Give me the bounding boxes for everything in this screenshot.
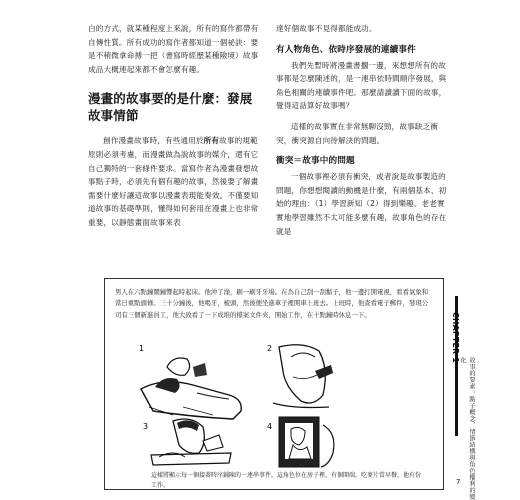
left-column (88, 22, 260, 230)
subheading: 衝突＝故事中的問題 (276, 156, 355, 167)
paragraph: 這樣的故事實在非常無聊沒勁，故事缺乏衝突，衝突源自向待解決的問題。 (276, 121, 439, 145)
paragraph: 達好個故事不見得都能成功。 (276, 24, 377, 33)
emphasis-text: 所有 (203, 136, 220, 146)
comic-panel-3 (143, 419, 231, 465)
comic-panel-4 (267, 417, 334, 467)
page-number: 7 (456, 478, 461, 486)
paragraph: 白的方式，就某種程度上來說，所有的寫作都帶有自傳性質。所有成功的寫作者都知道一個祕訣：要是不稍微拿命搏一把（書寫時經歷某種險境）故事成品大概連起來都不會怎麼有趣。 (88, 24, 259, 74)
subheading: 有人物角色、依時序發展的連續事件 (276, 44, 416, 55)
paragraph (88, 134, 260, 229)
paragraph-text: 創作漫畫故事時，有些通用於 (103, 136, 204, 146)
section-heading: 漫畫的故事要的是什麼：發展故事情節 (88, 91, 253, 124)
chapter-label: CHAPTER 1 (451, 312, 460, 364)
story-text: 男人在六點鐘鬧鐘響起時起床。他沖了澡，刷一刷牙牙場。在為自己刮一刮鬍子，他一邊打開電視，看看氣象和當日重點頭條。三十分鐘後，他喝牙，梳頭，然後便坐進車子裡開車上班去。上班時，他查看電子郵件，發現公司有三個新進員工，他大致看了一下成堆的檔案文件夾，開始工作，在十點鐘時休息一下。 (115, 288, 429, 319)
panel-number: 4 (267, 422, 273, 431)
chapter-title: 故事的要素：點子概念、情節結構與角色權利的變化 (459, 357, 475, 500)
right-column (276, 22, 448, 238)
figure-caption: 這樣將顯示每一個接著時序鋪陳的一連串事件，這角色位在房子裡，有個開端，吃麥片當早餐，他有份工作。 (151, 472, 422, 489)
figure-box (104, 278, 444, 490)
comic-panel-1 (139, 344, 241, 419)
panel-number: 3 (143, 422, 149, 431)
comic-panel-2 (267, 344, 333, 408)
comic-illustration (133, 337, 365, 473)
panel-number: 2 (267, 344, 273, 353)
panel-number: 1 (139, 344, 145, 353)
paragraph: 我們先暫時將漫畫書擱一邊，來想想所有的故事都是怎麼陳述的，是一連串依時間順序發展，與角色相關的連續事件吧。那麼請讀讀下面的故事，覺得這話算好故事嗎？ (276, 60, 447, 111)
paragraph-text: 故事的規範原則必須考慮，而漫畫做為說故事的媒介，還有它自己獨特的一套條件要求。當寫作者為漫畫發想故事點子時，必須先有個有趣的故事，然後要了解畫需要什麼好讓這故事以漫畫表現能奏效。不僅要知道故事的基礎準則，懂得如何套用在漫畫上也非常重要，以靜態畫面故事來表 (88, 136, 259, 227)
paragraph: 一個故事裡必須有衝突，或者說是故事製造的問題，你想想閱讀的動機是什麼，有兩個基本、初始的理由：（1）學習新知（2）得到樂趣。老老實實地學習雖然不太可能多麼有趣，故事角色的存在就是 (276, 172, 447, 236)
